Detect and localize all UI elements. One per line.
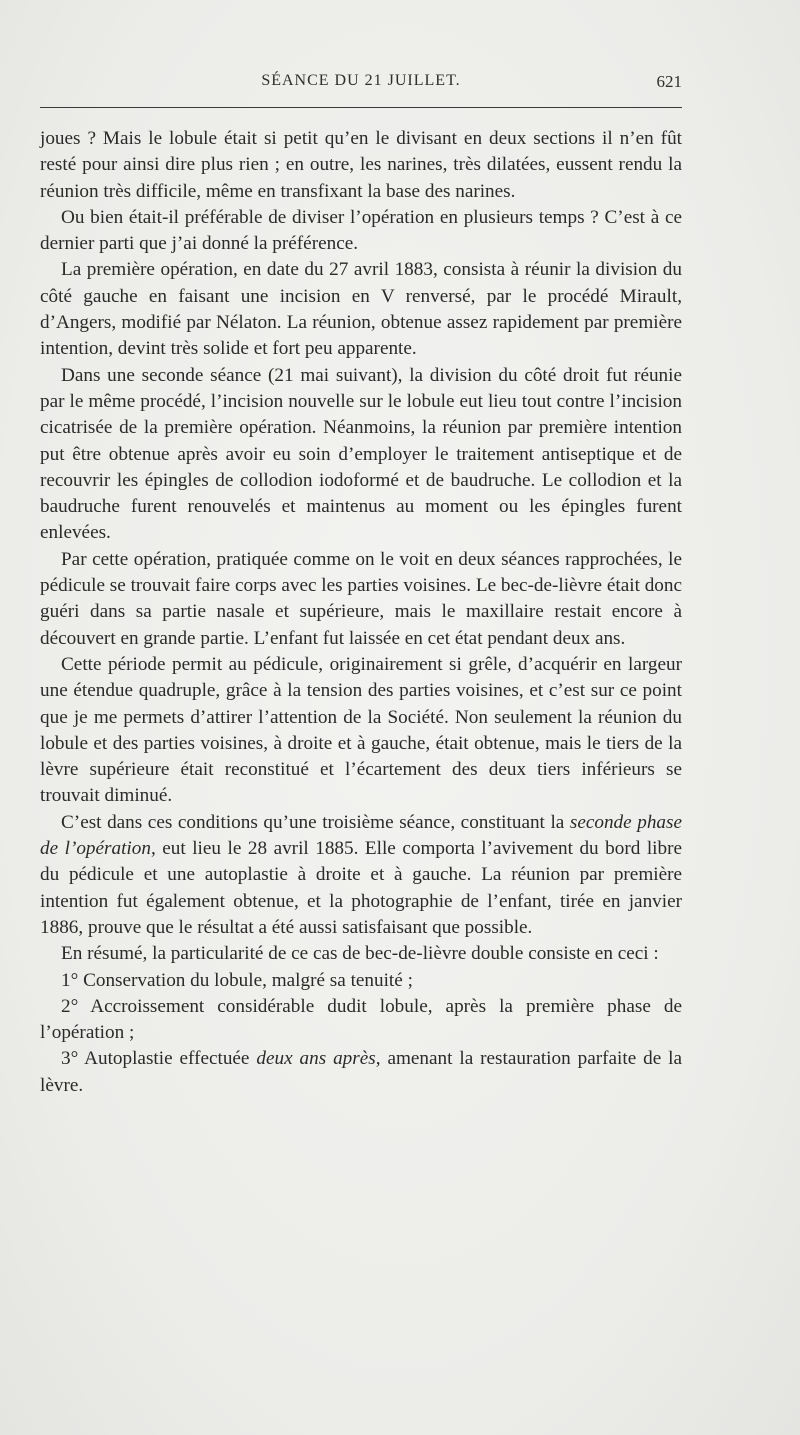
text-run: 2° Accroissement considérable dudit lobule, après la première phase de l’opération ; [40, 995, 682, 1044]
text-run: La première opération, en date du 27 avril 1883, consista à réunir la division du côté gauche en faisant une incision en V renversé, par le procédé Mirault, d’Angers, modifié par Nélaton. La réunion, obtenue assez rapidement par première intention, devint très solide et fort peu apparente. [40, 259, 682, 360]
paragraph [40, 810, 682, 941]
text-run: joues ? Mais le lobule était si petit qu’en le divisant en deux sections il n’en fût resté pour ainsi dire plus rien ; en outre, les narines, très dilatées, eussent rendu la réunion très difficile, même en transfixant la base des narines. [40, 128, 682, 202]
page-number: 621 [656, 72, 682, 91]
paragraph [40, 257, 682, 362]
italic-text-run: deux ans après [256, 1048, 376, 1070]
paragraph [40, 547, 682, 652]
paragraph [40, 205, 682, 258]
header-rule [40, 107, 682, 108]
italic-text-run: seconde phase de l’opération [40, 811, 682, 860]
paragraph [40, 941, 682, 967]
text-run: Par cette opération, pratiquée comme on le voit en deux séances rapprochées, le pédicule se trouvait faire corps avec les parties voisines. Le bec-de-lièvre était donc guéri dans sa partie nasale et supérieure, mais le maxillaire restait encore à découvert en grande partie. L’enfant fut laissée en cet état pendant deux ans. [40, 548, 682, 649]
list-item [40, 994, 682, 1047]
text-run: 1° Conservation du lobule, malgré sa tenuité ; [61, 969, 413, 991]
text-run: 3° Autoplastie effectuée [61, 1048, 257, 1070]
text-run: C’est dans ces conditions qu’une troisième séance, constituant la [61, 811, 570, 833]
text-run: , amenant la restauration parfaite de la lèvre. [40, 1048, 683, 1096]
body-text [40, 126, 682, 1099]
text-run: Dans une seconde séance (21 mai suivant), la division du côté droit fut réunie par le même procédé, l’incision nouvelle sur le lobule eut lieu tout contre l’incision cicatrisée de la première opération. Néanmoins, la réunion par première intention put être obtenue après avoir eu soin d’employer le traitement antiseptique et de recouvrir les épingles de collodion iodoformé et de baudruche. Le collodion et la baudruche furent renouvelés et maintenus au moment ou les épingles furent enlevées. [40, 364, 682, 544]
paragraph [40, 652, 682, 810]
text-run: En résumé, la particularité de ce cas de bec-de-lièvre double consiste en ceci : [61, 943, 659, 965]
text-run: , eut lieu le 28 avril 1885. Elle comporta l’avivement du bord libre du pédicule et une autoplastie à droite et à gauche. La réunion par première intention fut également obtenue, et la photographie de l’enfant, tirée en janvier 1886, prouve que le résultat a été aussi satisfaisant que possible. [40, 838, 682, 938]
text-run: Ou bien était-il préférable de diviser l’opération en plusieurs temps ? C’est à ce dernier parti que j’ai donné la préférence. [40, 206, 682, 255]
paragraph-continuation [40, 126, 682, 205]
running-title: SÉANCE DU 21 JUILLET. [261, 72, 461, 89]
page-header [40, 72, 682, 102]
list-item [40, 968, 682, 994]
paragraph [40, 363, 682, 547]
list-item [40, 1046, 682, 1099]
text-run: Cette période permit au pédicule, originairement si grêle, d’acquérir en largeur une étendue quadruple, grâce à la tension des parties voisines, et c’est sur ce point que je me permets d’attirer l’attention de la Société. Non seulement la réunion du lobule et des parties voisines, à droite et à gauche, était obtenue, mais le tiers de la lèvre supérieure était reconstitué et l’écartement des deux tiers inférieurs se trouvait diminué. [40, 653, 682, 807]
